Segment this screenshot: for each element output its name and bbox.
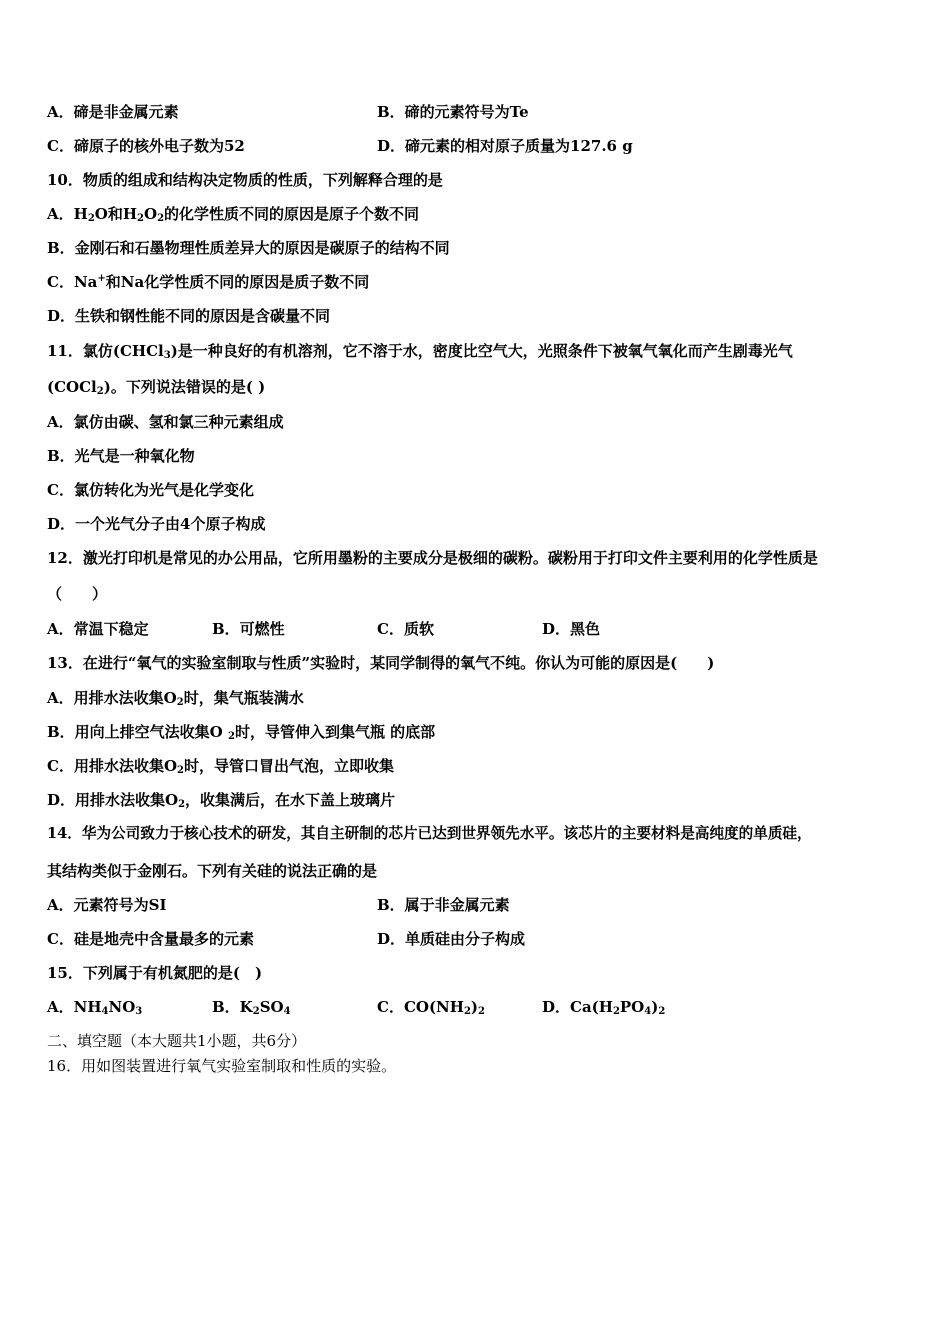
q11-stem-line2: (COCl$_2$)。下列说法错误的是( ) (47, 378, 266, 397)
q14-option-a: A．元素符号为SI (47, 896, 167, 914)
q15-option-b: B．$K_2SO_4$ (212, 998, 291, 1017)
q10-option-c: C．Na+和Na化学性质不同的原因是质子数不同 (47, 273, 370, 291)
q9-option-c: C．碲原子的核外电子数为52 (47, 137, 245, 155)
q11-option-d: D．一个光气分子由4个原子构成 (47, 515, 266, 533)
q12-option-a: A．常温下稳定 (47, 620, 149, 638)
q15-option-c: C．$CO(NH_2)_2$ (377, 998, 485, 1017)
q14-option-d: D．单质硅由分子构成 (377, 930, 526, 948)
q14-stem-line2: 其结构类似于金刚石。下列有关硅的说法正确的是 (47, 862, 378, 880)
q13-option-b: B．用向上排空气法收集O $_2$时，导管伸入到集气瓶 的底部 (47, 723, 436, 742)
q13-option-a: A．用排水法收集$O_2$时，集气瓶装满水 (47, 689, 304, 708)
q13-stem: 13．在进行“氧气的实验室制取与性质”实验时，某同学制得的氧气不纯。你认为可能的原因是( ) (47, 654, 715, 672)
q15-stem: 15．下列属于有机氮肥的是( ) (47, 964, 263, 982)
q14-option-c: C．硅是地壳中含量最多的元素 (47, 930, 254, 948)
q12-option-b: B．可燃性 (212, 620, 285, 638)
q14-stem-line1: 14．华为公司致力于核心技术的研发，其自主研制的芯片已达到世界领先水平。该芯片的主要材料是高纯度的单质硅， (47, 825, 812, 842)
q10-option-a: A．$H_2O$和$H_2O_2$的化学性质不同的原因是原子个数不同 (47, 205, 420, 224)
q16-stem: 16．用如图装置进行氧气实验室制取和性质的实验。 (47, 1057, 397, 1075)
q12-stem-line2: （ ） (47, 585, 108, 603)
q12-option-d: D．黑色 (542, 620, 601, 638)
q14-option-b: B．属于非金属元素 (377, 896, 510, 914)
q11-option-a: A．氯仿由碳、氢和氯三种元素组成 (47, 413, 284, 431)
q12-stem-line1: 12．激光打印机是常见的办公用品，它所用墨粉的主要成分是极细的碳粉。碳粉用于打印文件主要利用的化学性质是 (47, 549, 818, 567)
q11-option-c: C．氯仿转化为光气是化学变化 (47, 481, 254, 499)
q10-option-d: D．生铁和钢性能不同的原因是含碳量不同 (47, 307, 331, 325)
section-heading: 二、填空题（本大题共1小题，共6分） (47, 1032, 307, 1050)
q10-option-b: B．金刚石和石墨物理性质差异大的原因是碳原子的结构不同 (47, 239, 450, 257)
q15-option-a: A．$NH_4NO_3$ (47, 998, 143, 1017)
q15-option-d: D．$Ca(H_2PO_4)_2$ (542, 998, 666, 1017)
q9-option-a: A．碲是非金属元素 (47, 103, 179, 121)
q13-option-d: D．用排水法收集$O_2$，收集满后，在水下盖上玻璃片 (47, 791, 396, 810)
q11-stem-line1: 11．氯仿(CHCl$_3$)是一种良好的有机溶剂，它不溶于水，密度比空气大，光照条件下被氧气氧化而产生剧毒光气 (47, 342, 793, 361)
q12-option-c: C．质软 (377, 620, 434, 638)
q9-option-d: D．碲元素的相对原子质量为127.6 g (377, 137, 633, 155)
q11-option-b: B．光气是一种氧化物 (47, 447, 195, 465)
q9-option-b: B．碲的元素符号为Te (377, 103, 529, 121)
q13-option-c: C．用排水法收集$O_2$时，导管口冒出气泡，立即收集 (47, 757, 394, 776)
q10-stem: 10．物质的组成和结构决定物质的性质，下列解释合理的是 (47, 171, 443, 189)
